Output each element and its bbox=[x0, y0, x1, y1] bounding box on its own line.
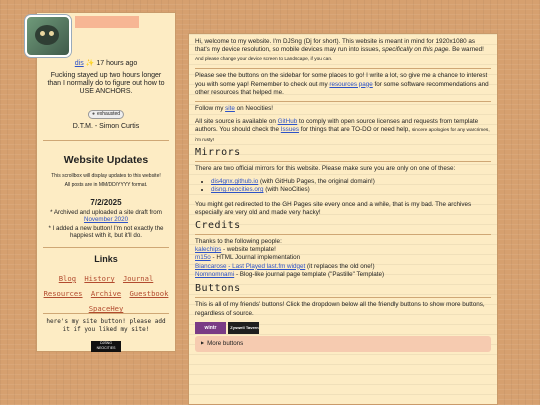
sidebar bbox=[36, 12, 176, 352]
status-time: 17 hours ago bbox=[96, 60, 138, 67]
buttons-heading: Buttons bbox=[195, 282, 241, 294]
update-item: * I added a new button! I'm not exactly the happiest with it, but it'll do. bbox=[48, 225, 164, 240]
link-history[interactable]: History bbox=[84, 274, 115, 283]
status-author-link[interactable]: dis bbox=[74, 60, 84, 67]
friend-buttons bbox=[195, 322, 491, 334]
now-playing: D.T.M. - Simon Curtis bbox=[72, 123, 140, 130]
link-archive[interactable]: Archive bbox=[90, 289, 122, 298]
sidebar-note: Please see the buttons on the sidebar for some places to go! I write a lot, so give me a chance to interest you with some yap! Remember to check out my resources page for some software recommendations and other resources that helped me. bbox=[195, 72, 489, 97]
link-resources[interactable]: Resources bbox=[43, 289, 83, 298]
neocities-follow-link[interactable]: site bbox=[225, 105, 235, 113]
update-date: 7/2/2025 bbox=[90, 198, 122, 207]
links-nav bbox=[37, 271, 175, 316]
credit-link-nomnomnami[interactable]: Nomnomnami bbox=[195, 270, 235, 278]
header-bar bbox=[75, 16, 139, 28]
status-message: Fucking stayed up two hours longer than I normally do to figure out how to USE ANCHORS. bbox=[47, 72, 165, 95]
mirrors-list bbox=[195, 178, 491, 195]
friend-button-wintr[interactable]: wintr bbox=[195, 322, 226, 334]
divider bbox=[43, 140, 169, 141]
site-button-note: here's my site button! please add it if you liked my site! bbox=[46, 318, 166, 333]
updates-title: Website Updates bbox=[63, 154, 149, 166]
buttons-text: This is all of my friends' buttons! Click the dropdown below all the friendly buttons to show more buttons, regardless of source. bbox=[195, 301, 485, 317]
mood-badge: ● exhausted bbox=[88, 110, 124, 119]
issues-link[interactable]: Issues bbox=[280, 126, 299, 134]
mirrors-heading: Mirrors bbox=[195, 147, 241, 159]
resources-link[interactable]: resources page bbox=[329, 80, 373, 88]
credit-link-m15o[interactable]: m15o bbox=[195, 254, 211, 262]
friend-button-zyswell[interactable]: Zyswell Tavern bbox=[228, 322, 259, 334]
redirect-note: You might get redirected to the GH Pages site every once and a while, that is my bad. The archives especially are very old and made very hacky! bbox=[195, 200, 472, 217]
link-journal[interactable]: Journal bbox=[122, 274, 154, 283]
credit-link-kalechips[interactable]: kalechips bbox=[195, 246, 222, 254]
site-button-image[interactable]: DJSNG NEOCITIES bbox=[91, 341, 121, 352]
updates-format-note: All posts are in MM/DD/YYYY format. bbox=[64, 182, 148, 188]
credit-link-biancarose[interactable]: Biancarose bbox=[195, 262, 227, 270]
github-mirror-link[interactable]: dis4gnx.github.io bbox=[211, 177, 259, 185]
intro-paragraph: Hi, welcome to my website. I'm DJSng (Dj for short). This website is meant in mind for 1920x1080 as that's my device resolution, so mobile devices may run into issues, specifically on this page. Be warned! And please change your device screen to Landscape, if you can. bbox=[195, 38, 484, 62]
neocities-mirror-link[interactable]: disng.neocities.org bbox=[211, 186, 264, 194]
list-item: • dis4gnx.github.io (with GitHub Pages, the original domain!) bbox=[211, 178, 491, 186]
credits-list: Thanks to the following people: kalechips - website template! m15o - HTML Journal implementation Biancarose - Last Played last.fm widget (it replaces the old one!) Nomnomnami - Blog-like journal page template ("Pastille" Template) bbox=[195, 237, 385, 278]
status-post bbox=[37, 60, 175, 96]
github-link[interactable]: GitHub bbox=[277, 117, 298, 125]
credits-heading: Credits bbox=[195, 219, 241, 231]
avatar bbox=[25, 15, 71, 57]
update-archive-link[interactable]: November 2020 bbox=[83, 216, 129, 224]
list-item: • disng.neocities.org (with NeoCities) bbox=[211, 186, 491, 194]
update-item: * Archived and uploaded a site draft from November 2020 bbox=[50, 209, 162, 224]
lastfm-widget-link[interactable]: - Last Played last.fm widget bbox=[228, 262, 306, 270]
divider bbox=[43, 247, 169, 248]
follow-paragraph: Follow my site on Neocities! bbox=[195, 105, 274, 113]
divider bbox=[43, 313, 169, 314]
link-spacehey[interactable]: SpaceHey bbox=[88, 304, 124, 313]
sparkle-icon: ✨ bbox=[85, 60, 95, 67]
more-buttons-dropdown[interactable]: ▶ More buttons bbox=[195, 336, 491, 351]
mirrors-intro: There are two official mirrors for this website. Please make sure you are only on one of these: bbox=[195, 165, 456, 173]
links-title: Links bbox=[94, 254, 118, 264]
updates-note: This scrollbox will display updates to this website! bbox=[51, 173, 161, 179]
source-paragraph: All site source is available on GitHub to comply with open source licenses and requests from template authors. You should check the Issues for things that are TO-DO or need help, sincere apologies for any warcrimes, i'm rusty! bbox=[195, 117, 490, 143]
link-guestbook[interactable]: Guestbook bbox=[129, 289, 169, 298]
link-blog[interactable]: Blog bbox=[58, 274, 77, 283]
main-content bbox=[188, 33, 498, 405]
